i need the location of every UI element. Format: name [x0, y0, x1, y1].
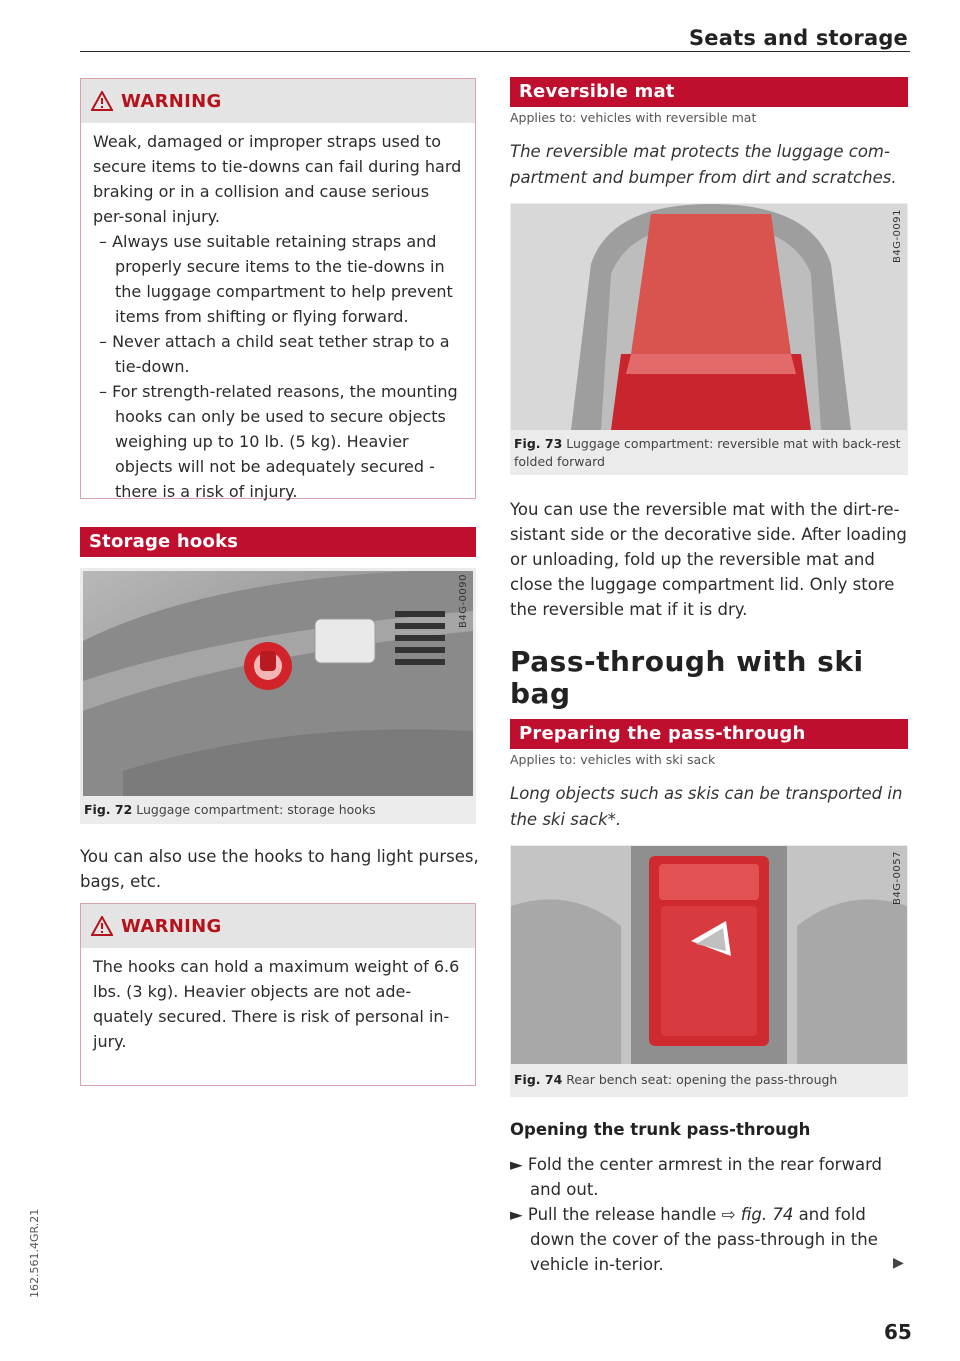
warning-intro: Weak, damaged or improper straps used to secure items to tie-downs can fail during hard braking or in a collision and cause serious per-sonal injury. [93, 132, 462, 226]
reversible-mat-illustration [511, 204, 907, 430]
storage-hooks-illustration [83, 571, 473, 796]
pass-through-intro: Long objects such as skis can be transported in the ski sack*. [510, 784, 903, 829]
figure-73-image [511, 204, 907, 430]
step-2-text-before: ► Pull the release handle [510, 1205, 722, 1224]
opening-pass-through-subheading: Opening the trunk pass-through [510, 1120, 811, 1139]
figure-73-label: Fig. 73 [514, 436, 563, 451]
figure-72-label: Fig. 72 [84, 802, 133, 817]
figure-72-caption-text: Luggage compartment: storage hooks [136, 802, 376, 817]
applies-to-ski-sack: Applies to: vehicles with ski sack [510, 752, 716, 767]
figure-73-code: B4G-0091 [892, 209, 903, 264]
side-code: 162.561.4GR.21 [28, 1208, 41, 1298]
storage-hooks-body: You can also use the hooks to hang light purses, bags, etc. [80, 847, 479, 891]
figure-72-caption [84, 801, 472, 819]
reversible-mat-body: You can use the reversible mat with the dirt-re-sistant side or the decorative side. After loading or unloading, fold up the reversible mat and close the luggage compartment lid. Only store the reversible mat if it is dry. [510, 500, 907, 619]
figure-72-panel [80, 568, 476, 824]
section-title-preparing-pass-through: Preparing the pass-through [510, 719, 908, 749]
warning-triangle-icon [91, 91, 113, 111]
warning-item: – Always use suitable retaining straps and properly secure items to the tie-downs in the luggage compartment to help prevent items from shifting or flying forward. [99, 232, 453, 326]
figure-74-label: Fig. 74 [514, 1072, 563, 1087]
figure-74-reference-link[interactable]: ⇨ fig. 74 [721, 1205, 794, 1224]
figure-74-image [511, 846, 907, 1064]
warning-title: WARNING [121, 915, 222, 937]
figure-73-caption [514, 435, 904, 471]
figure-74-caption-text: Rear bench seat: opening the pass-through [566, 1072, 838, 1087]
warning-title: WARNING [121, 90, 222, 112]
applies-to-reversible-mat: Applies to: vehicles with reversible mat [510, 110, 757, 125]
section-title-storage-hooks: Storage hooks [80, 527, 476, 557]
header-rule [80, 51, 910, 52]
figure-73-panel [510, 203, 908, 475]
warning-item: – For strength-related reasons, the mounting hooks can only be used to secure objects weighing up to 10 lb. (5 kg). Heavier objects will not be adequately secured - there is a risk of injury. [99, 382, 458, 501]
step-2-text-after: and fold down the cover of the pass-through in the vehicle in-terior. [530, 1205, 878, 1274]
warning-text: The hooks can hold a maximum weight of 6.6 lbs. (3 kg). Heavier objects are not ade-quately secured. There is risk of personal in-jury. [93, 957, 460, 1051]
pass-through-illustration [511, 846, 907, 1064]
figure-74-caption [514, 1071, 904, 1089]
reversible-mat-intro: The reversible mat protects the luggage com-partment and bumper from dirt and scratches. [510, 142, 897, 187]
figure-72-image [83, 571, 473, 796]
continue-arrow-icon: ▶ [893, 1255, 904, 1271]
warning-item: – Never attach a child seat tether strap to a tie-down. [99, 332, 450, 376]
warning-header [81, 904, 475, 948]
figure-72-code: B4G-0090 [458, 574, 469, 629]
warning-box-straps [80, 78, 476, 499]
section-title-reversible-mat: Reversible mat [510, 77, 908, 107]
step-1: ► Fold the center armrest in the rear forward and out. [510, 1155, 883, 1199]
warning-box-hooks [80, 903, 476, 1086]
pass-through-heading: Pass-through with ski bag [510, 645, 864, 710]
warning-header [81, 79, 475, 123]
page-number: 65 [884, 1320, 912, 1344]
figure-73-caption-text: Luggage compartment: reversible mat with back-rest folded forward [514, 436, 901, 469]
warning-triangle-icon [91, 916, 113, 936]
page-header-title: Seats and storage [688, 26, 908, 50]
figure-74-panel [510, 845, 908, 1097]
figure-74-code: B4G-0057 [892, 851, 903, 906]
step-2 [510, 1202, 910, 1277]
